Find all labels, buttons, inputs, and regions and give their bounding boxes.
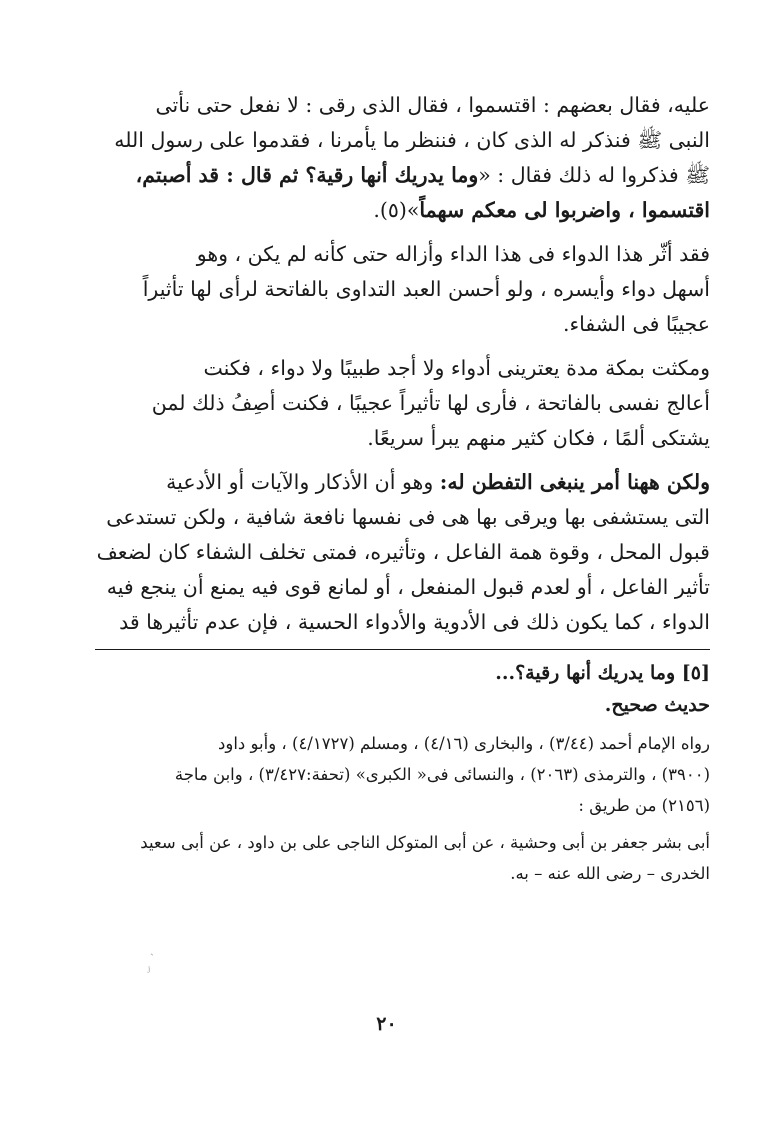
text-line: الدواء ، كما يكون ذلك فى الأدوية والأدواء الحسية ، فإن عدم تأثيرها قد (119, 610, 710, 634)
text-line (95, 465, 710, 500)
page-number: ٢٠ (376, 1013, 397, 1035)
scan-mark: ˏ (150, 942, 154, 956)
text-line: تأثير الفاعل ، أو لعدم قبول المنفعل ، أو لمانع قوى فيه يمنع أن ينجع فيه (106, 575, 710, 599)
text-span: ﷺ فذكروا له ذلك فقال : « (478, 163, 710, 187)
text-line: عجيبًا فى الشفاء. (562, 312, 710, 336)
scan-mark: ʲ (147, 964, 151, 978)
text-line: قبول المحل ، وقوة همة الفاعل ، وتأثيره، فمتى تخلف الشفاء كان لضعف (96, 540, 710, 564)
hadith-quote: وما يدريك أنها رقية؟ ثم قال : قد أصبتم، (135, 163, 479, 187)
footnote-divider (95, 649, 710, 650)
paragraph-3 (95, 351, 710, 456)
text-span: وهو أن الأذكار والآيات أو الأدعية (166, 470, 440, 494)
text-line: التى يستشفى بها ويرقى بها هى فى نفسها نافعة شافية ، ولكن تستدعى (106, 505, 710, 529)
text-line (95, 193, 710, 228)
paragraph-2 (95, 237, 710, 342)
footnote-grade: حديث صحيح. (604, 694, 710, 716)
footnote-line: الخدرى – رضى الله عنه – به. (510, 864, 710, 883)
footnote (95, 658, 710, 889)
text-line: النبى ﷺ فنذكر له الذى كان ، فننظر ما يأمرنا ، فقدموا على رسول الله (114, 128, 710, 152)
text-line: عليه، فقال بعضهم : اقتسموا ، فقال الذى رقى : لا نفعل حتى نأتى (155, 93, 710, 117)
paragraph-4 (95, 465, 710, 640)
text-line: أعالج نفسى بالفاتحة ، فأرى لها تأثيراً عجيبًا ، فكنت أصِفُ ذلك لمن (151, 391, 710, 415)
footnote-ref: »(٥). (373, 198, 420, 222)
footnote-line: (٢١٥٦) من طريق : (578, 796, 710, 815)
footnote-sources (95, 728, 710, 821)
text-line: يشتكى ألمًا ، فكان كثير منهم يبرأ سريعًا. (367, 426, 710, 450)
text-line: فقد أثّر هذا الدواء فى هذا الداء وأزاله حتى كأنه لم يكن ، وهو (196, 242, 710, 266)
hadith-quote-end: اقتسموا ، واضربوا لى معكم سهماً (419, 198, 710, 222)
text-line (95, 158, 710, 193)
text-line: ومكثت بمكة مدة يعترينى أدواء ولا أجد طبيبًا ولا دواء ، فكنت (203, 356, 710, 380)
text-line: أسهل دواء وأيسره ، ولو أحسن العبد التداوى بالفاتحة لرأى لها تأثيراً (142, 277, 710, 301)
footnote-line: رواه الإمام أحمد (٣/٤٤) ، والبخارى (٤/١٦) ، ومسلم (٤/١٧٢٧) ، وأبو داود (218, 734, 710, 753)
paragraph-1 (95, 88, 710, 228)
footnote-heading: [٥] وما يدريك أنها رقية؟... (495, 662, 710, 684)
page-body (95, 88, 710, 895)
footnote-line: (٣٩٠٠) ، والترمذى (٢٠٦٣) ، والنسائى فى« الكبرى» (تحفة:٣/٤٢٧) ، وابن ماجة (174, 765, 710, 784)
emphasis-lead: ولكن ههنا أمر ينبغى التفطن له: (439, 470, 710, 494)
footnote-chain (95, 827, 710, 889)
footnote-line: أبى بشر جعفر بن أبى وحشية ، عن أبى المتوكل الناجى على بن داود ، عن أبى سعيد (140, 833, 710, 852)
